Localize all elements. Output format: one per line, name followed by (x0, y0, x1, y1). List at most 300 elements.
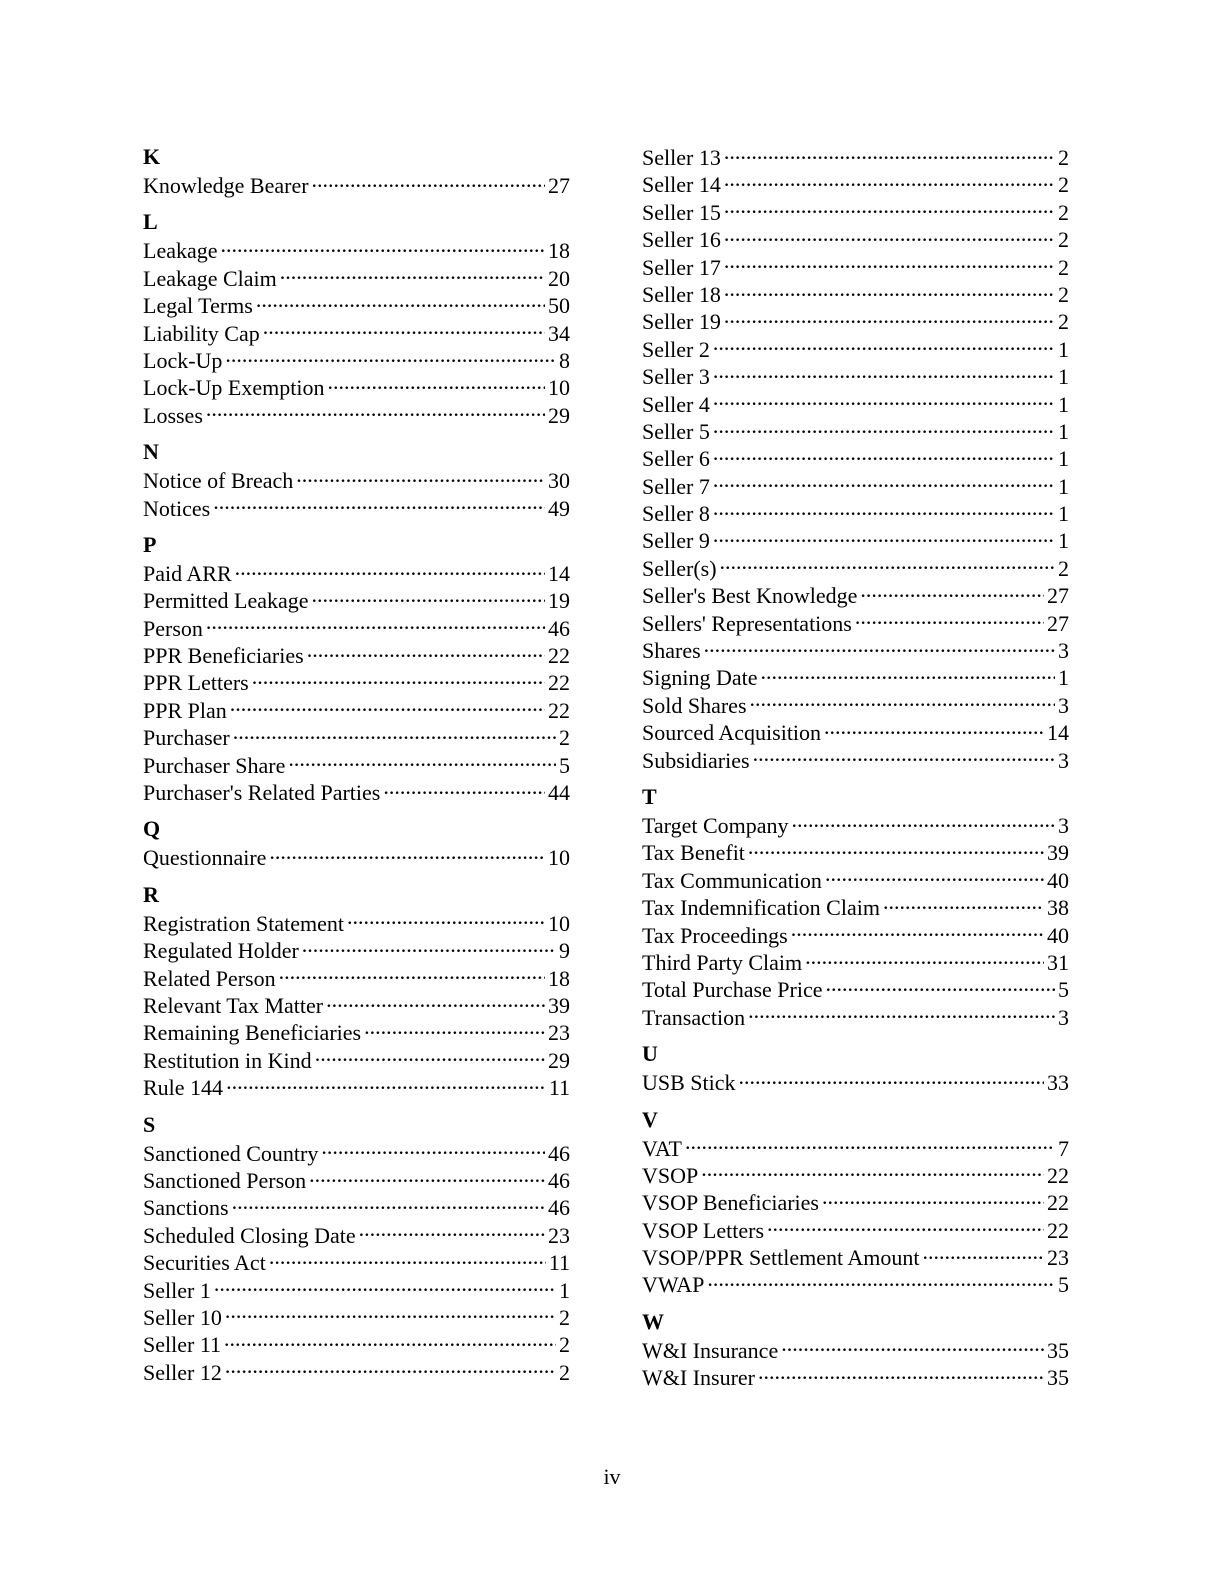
index-term: Questionnaire (143, 845, 267, 871)
index-term: Tax Benefit (642, 840, 745, 866)
index-entry (143, 778, 570, 805)
index-term: Permitted Leakage (143, 588, 309, 614)
index-entry (642, 554, 1069, 581)
index-entry (642, 253, 1069, 280)
dot-leader (347, 909, 545, 931)
dot-leader (767, 1216, 1044, 1238)
index-page-ref: 40 (1047, 867, 1069, 893)
index-term: Legal Terms (143, 293, 253, 319)
index-term: Seller 11 (143, 1332, 221, 1358)
index-section (642, 1106, 1069, 1298)
index-entry (642, 581, 1069, 608)
index-page-ref: 14 (1047, 720, 1069, 746)
dot-leader (791, 921, 1044, 943)
index-page-ref: 10 (548, 910, 570, 936)
section-letter-heading: W (642, 1308, 664, 1334)
index-entry (642, 1068, 1069, 1095)
index-page-ref: 31 (1047, 949, 1069, 975)
index-entry (642, 472, 1069, 499)
index-page-ref: 1 (1058, 391, 1069, 417)
index-page-ref: 3 (1058, 638, 1069, 664)
index-section (642, 783, 1069, 1030)
index-column-right (642, 143, 1069, 1401)
index-entry (642, 893, 1069, 920)
index-entry (143, 964, 570, 991)
index-entry (143, 373, 570, 400)
index-entry (143, 466, 570, 493)
section-letter-heading: K (143, 144, 161, 169)
index-page-ref: 46 (548, 615, 570, 641)
dot-leader (206, 614, 545, 636)
index-page-ref: 2 (1058, 227, 1069, 253)
index-term: Leakage Claim (143, 265, 277, 291)
index-term: Seller 15 (642, 199, 721, 225)
index-page-ref: 2 (559, 725, 570, 751)
index-entry (642, 170, 1069, 197)
index-entry (143, 641, 570, 668)
index-term: Purchaser (143, 725, 230, 751)
dot-leader (713, 390, 1055, 412)
index-entry (143, 1358, 570, 1385)
index-term: Sold Shares (642, 692, 747, 718)
index-page-ref: 44 (548, 780, 570, 806)
index-term: Person (143, 615, 203, 641)
index-page-ref: 49 (548, 495, 570, 521)
index-term: Seller 7 (642, 473, 710, 499)
index-term: Seller 16 (642, 227, 721, 253)
dot-leader (753, 746, 1055, 768)
index-term: Seller 8 (642, 501, 710, 527)
dot-leader (805, 948, 1044, 970)
index-page-ref: 2 (1058, 172, 1069, 198)
dot-leader (713, 499, 1055, 521)
dot-leader (252, 668, 545, 690)
index-page-ref: 2 (1058, 145, 1069, 170)
index-entry (642, 307, 1069, 334)
index-page-ref: 5 (559, 752, 570, 778)
dot-leader (296, 466, 545, 488)
dot-leader (269, 843, 545, 865)
index-entry (642, 499, 1069, 526)
index-entry (143, 751, 570, 778)
dot-leader (221, 236, 546, 258)
dot-leader (232, 1193, 545, 1215)
index-section (143, 208, 570, 428)
index-entry (143, 1193, 570, 1220)
index-term: Seller 14 (642, 172, 721, 198)
index-term: Seller 5 (642, 418, 710, 444)
dot-leader (280, 264, 545, 286)
index-page-ref: 46 (548, 1140, 570, 1166)
index-term: VSOP (642, 1162, 699, 1188)
section-letter-heading: U (642, 1041, 658, 1067)
index-term: Tax Indemnification Claim (642, 895, 880, 921)
index-term: Tax Communication (642, 867, 822, 893)
index-entry (642, 417, 1069, 444)
index-page-ref: 3 (1058, 747, 1069, 773)
index-term: Paid ARR (143, 560, 232, 586)
index-term: Sanctioned Person (143, 1167, 307, 1193)
index-term: Lock-Up (143, 347, 223, 373)
index-term: PPR Letters (143, 670, 249, 696)
index-term: Seller 19 (642, 309, 721, 335)
index-entry (143, 401, 570, 428)
index-page-ref: 22 (548, 670, 570, 696)
dot-leader (748, 1003, 1055, 1025)
section-letter-heading: N (143, 439, 159, 465)
index-term: VSOP Beneficiaries (642, 1190, 819, 1216)
index-entry (143, 1276, 570, 1303)
section-letter-heading: R (143, 881, 159, 907)
dot-leader (321, 1139, 545, 1161)
index-section (143, 815, 570, 870)
dot-leader (364, 1018, 545, 1040)
index-term: Seller's Best Knowledge (642, 583, 858, 609)
index-entry (143, 1221, 570, 1248)
index-page-ref: 18 (548, 238, 570, 264)
dot-leader (724, 143, 1055, 165)
index-term: VAT (642, 1135, 682, 1161)
index-term: Sanctions (143, 1195, 229, 1221)
dot-leader (307, 641, 545, 663)
dot-leader (750, 691, 1056, 713)
index-entry (642, 280, 1069, 307)
index-page-ref: 27 (1047, 583, 1069, 609)
index-term: Relevant Tax Matter (143, 992, 324, 1018)
dot-leader (724, 307, 1055, 329)
index-term: Third Party Claim (642, 949, 803, 975)
index-entry (143, 1303, 570, 1330)
index-term: Rule 144 (143, 1075, 224, 1101)
index-page-ref: 2 (1058, 281, 1069, 307)
index-page-ref: 3 (1058, 692, 1069, 718)
index-page-ref: 39 (548, 992, 570, 1018)
index-term: Seller 17 (642, 254, 721, 280)
index-term: Purchaser's Related Parties (143, 780, 381, 806)
index-section (642, 1040, 1069, 1095)
dot-leader (226, 1073, 546, 1095)
index-entry (642, 921, 1069, 948)
index-term: Subsidiaries (642, 747, 750, 773)
index-page-ref: 3 (1058, 1004, 1069, 1030)
index-page-ref: 46 (548, 1167, 570, 1193)
dot-leader (822, 1188, 1044, 1210)
dot-leader (288, 751, 556, 773)
section-letter-heading: P (143, 531, 157, 557)
index-term: Shares (642, 638, 701, 664)
section-letter-heading: T (642, 783, 657, 809)
dot-leader (792, 811, 1055, 833)
index-page-ref: 3 (1058, 812, 1069, 838)
index-page-ref: 22 (1047, 1217, 1069, 1243)
dot-leader (230, 696, 545, 718)
dot-leader (739, 1068, 1044, 1090)
index-page-ref: 1 (559, 1277, 570, 1303)
index-page-ref: 23 (548, 1222, 570, 1248)
index-section (143, 531, 570, 806)
dot-leader (309, 1166, 545, 1188)
dot-leader (704, 636, 1055, 658)
dot-leader (701, 1161, 1044, 1183)
index-entry (642, 663, 1069, 690)
index-page-ref: 27 (1047, 610, 1069, 636)
index-entry (642, 225, 1069, 252)
index-entry (642, 838, 1069, 865)
index-term: VSOP Letters (642, 1217, 765, 1243)
index-page-ref: 39 (1047, 840, 1069, 866)
dot-leader (685, 1134, 1055, 1156)
section-letter-heading: Q (143, 816, 161, 842)
index-term: Scheduled Closing Date (143, 1222, 356, 1248)
index-page-ref: 46 (548, 1195, 570, 1221)
index-term: Knowledge Bearer (143, 173, 309, 198)
index-entry (143, 843, 570, 870)
dot-leader (707, 1270, 1055, 1292)
dot-leader (327, 373, 545, 395)
dot-leader (713, 526, 1055, 548)
index-page-ref: 33 (1047, 1070, 1069, 1096)
index-page-ref: 1 (1058, 501, 1069, 527)
index-entry (642, 1363, 1069, 1390)
dot-leader (855, 609, 1044, 631)
dot-leader (883, 893, 1044, 915)
dot-leader (724, 198, 1055, 220)
index-term: W&I Insurer (642, 1365, 756, 1391)
index-term: VWAP (642, 1272, 705, 1298)
index-entry (143, 319, 570, 346)
index-page-ref: 34 (548, 320, 570, 346)
index-page-ref: 2 (559, 1304, 570, 1330)
index-page-ref: 29 (548, 402, 570, 428)
index-page-ref: 22 (1047, 1190, 1069, 1216)
index-term: Total Purchase Price (642, 977, 823, 1003)
index-entry (642, 1161, 1069, 1188)
index-entry (642, 1336, 1069, 1363)
index-page-ref: 22 (548, 643, 570, 669)
index-page-ref: 2 (1058, 309, 1069, 335)
index-term: Leakage (143, 238, 218, 264)
index-page-ref: 23 (548, 1020, 570, 1046)
dot-leader (214, 1276, 556, 1298)
index-entry (143, 1248, 570, 1275)
index-page-ref: 5 (1058, 1272, 1069, 1298)
index-entry (642, 444, 1069, 471)
index-entry (642, 390, 1069, 417)
dot-leader (713, 362, 1055, 384)
index-section (143, 1111, 570, 1386)
index-page-ref: 1 (1058, 336, 1069, 362)
index-page-ref: 18 (548, 965, 570, 991)
index-entry (642, 1003, 1069, 1030)
dot-leader (359, 1221, 545, 1243)
index-entry (642, 718, 1069, 745)
index-term: Lock-Up Exemption (143, 375, 325, 401)
dot-leader (225, 1358, 556, 1380)
dot-leader (724, 170, 1055, 192)
index-term: USB Stick (642, 1070, 736, 1096)
page-number: iv (603, 1464, 621, 1489)
index-page-ref: 1 (1058, 473, 1069, 499)
dot-leader (713, 335, 1055, 357)
index-page-ref: 8 (559, 347, 570, 373)
index-page-ref: 1 (1058, 446, 1069, 472)
dot-leader (724, 225, 1055, 247)
index-page-ref: 23 (1047, 1245, 1069, 1271)
index-entry (143, 1166, 570, 1193)
index-term: Seller 1 (143, 1277, 211, 1303)
dot-leader (224, 1330, 556, 1352)
index-entry (642, 975, 1069, 1002)
index-term: Seller 13 (642, 145, 721, 170)
index-term: Seller 3 (642, 364, 710, 390)
index-section (143, 143, 570, 198)
dot-leader (724, 253, 1055, 275)
index-entry (642, 198, 1069, 225)
index-term: Signing Date (642, 665, 758, 691)
dot-leader (748, 838, 1044, 860)
index-page-ref: 2 (559, 1332, 570, 1358)
index-entry (143, 1073, 570, 1100)
dot-leader (824, 718, 1044, 740)
index-page-ref: 2 (1058, 199, 1069, 225)
index-entry (642, 948, 1069, 975)
section-letter-heading: L (143, 209, 158, 235)
index-entry (143, 236, 570, 263)
section-letter-heading: S (143, 1111, 156, 1137)
index-entry (642, 526, 1069, 553)
index-page-ref: 35 (1047, 1337, 1069, 1363)
index-page-ref: 29 (548, 1047, 570, 1073)
index-entry (143, 723, 570, 750)
index-section (642, 1308, 1069, 1391)
index-entry (642, 1270, 1069, 1297)
index-term: Seller 6 (642, 446, 710, 472)
index-page-ref: 10 (548, 845, 570, 871)
index-entry (642, 811, 1069, 838)
index-entry (143, 668, 570, 695)
index-term: Transaction (642, 1004, 746, 1030)
index-page-ref: 50 (548, 293, 570, 319)
index-entry (143, 264, 570, 291)
index-term: Seller 18 (642, 281, 721, 307)
dot-leader (302, 936, 556, 958)
dot-leader (256, 291, 545, 313)
index-entry (642, 691, 1069, 718)
dot-leader (713, 444, 1055, 466)
index-term: Purchaser Share (143, 752, 286, 778)
index-term: W&I Insurance (642, 1337, 779, 1363)
dot-leader (713, 417, 1055, 439)
index-term: Target Company (642, 812, 789, 838)
index-page-ref: 1 (1058, 665, 1069, 691)
index-term: PPR Plan (143, 697, 227, 723)
index-term: Registration Statement (143, 910, 345, 936)
index-page-ref: 7 (1058, 1135, 1069, 1161)
dot-leader (206, 401, 545, 423)
dot-leader (923, 1243, 1045, 1265)
index-page-ref: 11 (548, 1250, 570, 1276)
index-page-ref: 19 (548, 588, 570, 614)
index-entry (143, 1046, 570, 1073)
index-term: VSOP/PPR Settlement Amount (642, 1245, 920, 1271)
index-entry (143, 1330, 570, 1357)
index-term: Losses (143, 402, 203, 428)
dot-leader (825, 866, 1044, 888)
dot-leader (315, 1046, 545, 1068)
dot-leader (213, 494, 545, 516)
index-term: Seller(s) (642, 555, 717, 581)
index-term: Remaining Beneficiaries (143, 1020, 362, 1046)
index-entry (642, 1216, 1069, 1243)
index-page-ref: 38 (1047, 895, 1069, 921)
index-section (143, 438, 570, 521)
dot-leader (233, 723, 556, 745)
index-term: Securities Act (143, 1250, 266, 1276)
dot-leader (326, 991, 545, 1013)
index-page-ref: 14 (548, 560, 570, 586)
dot-leader (713, 472, 1055, 494)
index-term: Seller 4 (642, 391, 710, 417)
index-page-ref: 20 (548, 265, 570, 291)
dot-leader (860, 581, 1044, 603)
index-page-ref: 2 (1058, 555, 1069, 581)
dot-leader (781, 1336, 1044, 1358)
index-entry (143, 291, 570, 318)
dot-leader (225, 1303, 556, 1325)
index-term: Sanctioned Country (143, 1140, 319, 1166)
dot-leader (312, 586, 545, 608)
index-term: Seller 12 (143, 1359, 222, 1385)
index-page-ref: 22 (548, 697, 570, 723)
index-term: Sourced Acquisition (642, 720, 822, 746)
index-entry (143, 586, 570, 613)
dot-leader (263, 319, 545, 341)
index-entry (642, 1134, 1069, 1161)
index-entry (143, 559, 570, 586)
index-term: Regulated Holder (143, 938, 299, 964)
dot-leader (761, 663, 1056, 685)
index-entry (143, 494, 570, 521)
index-entry (143, 346, 570, 373)
index-term: Notices (143, 495, 211, 521)
index-page-ref: 2 (1058, 254, 1069, 280)
index-term: Sellers' Representations (642, 610, 852, 636)
dot-leader (235, 559, 545, 581)
index-entry (642, 636, 1069, 663)
index-column-left (143, 143, 570, 1395)
index-page-ref: 10 (548, 375, 570, 401)
index-term: PPR Beneficiaries (143, 643, 304, 669)
dot-leader (724, 280, 1055, 302)
index-term: Related Person (143, 965, 276, 991)
index-page-ref: 35 (1047, 1365, 1069, 1391)
index-entry (642, 609, 1069, 636)
index-entry (642, 866, 1069, 893)
index-term: Tax Proceedings (642, 922, 788, 948)
section-letter-heading: V (642, 1106, 658, 1132)
index-entry (642, 335, 1069, 362)
index-term: Seller 9 (642, 528, 710, 554)
dot-leader (269, 1248, 546, 1270)
index-page-ref: 11 (548, 1075, 570, 1101)
index-term: Liability Cap (143, 320, 260, 346)
dot-leader (383, 778, 545, 800)
index-entry (642, 143, 1069, 170)
index-entry (143, 614, 570, 641)
index-entry (143, 991, 570, 1018)
index-page-ref: 22 (1047, 1162, 1069, 1188)
index-entry (143, 909, 570, 936)
